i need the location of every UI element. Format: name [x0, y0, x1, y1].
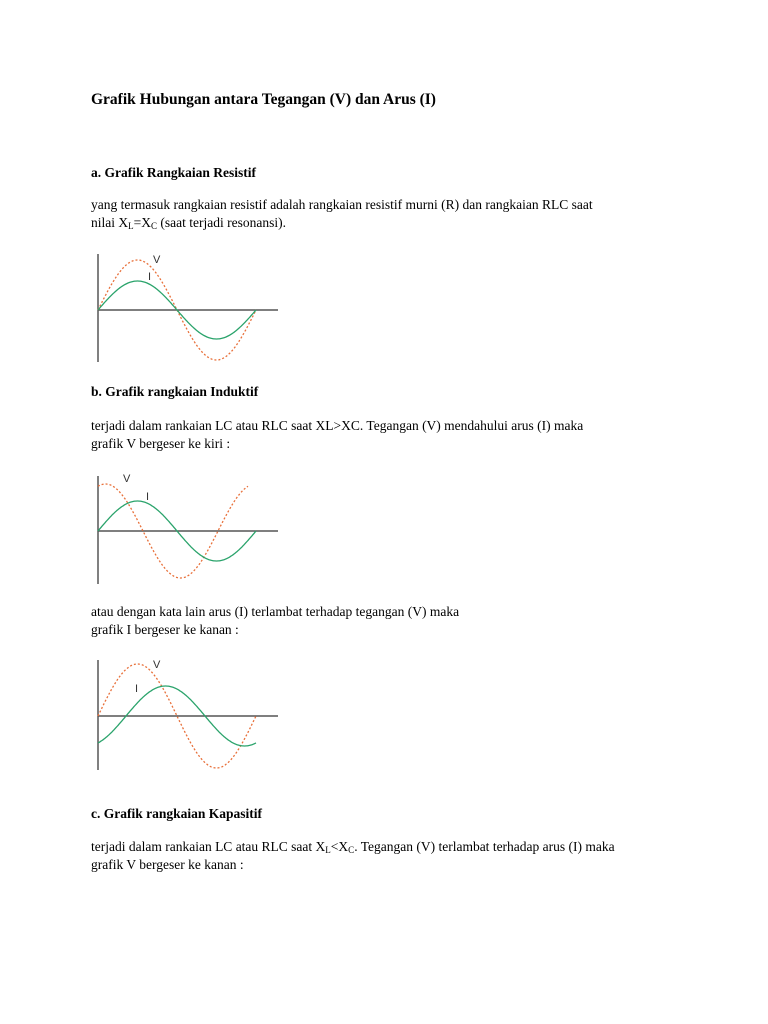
section-b-p1-line2: grafik V bergeser ke kiri : [91, 436, 231, 451]
section-c-paragraph [91, 838, 691, 874]
subscript-l: L [128, 221, 134, 231]
graph-resistive-svg [90, 250, 290, 366]
section-a-eq: =X [133, 215, 151, 230]
section-a-line2-post: (saat terjadi resonansi). [157, 215, 286, 230]
graph-inductive-i-lags [90, 656, 290, 772]
voltage-label: V [153, 254, 161, 266]
section-b-p2-line1: atau dengan kata lain arus (I) terlambat terhadap tegangan (V) maka [91, 604, 460, 619]
graph-inductive-2-svg [90, 656, 290, 772]
section-b-p2-line2: grafik I bergeser ke kanan : [91, 622, 239, 637]
voltage-label: V [123, 473, 131, 485]
section-b-heading: b. Grafik rangkaian Induktif [91, 384, 259, 399]
section-a-line1: yang termasuk rangkaian resistif adalah rangkaian resistif murni (R) dan rangkaian RLC saat [91, 197, 593, 212]
graph-inductive-v-leads [90, 472, 290, 588]
subscript-l: L [325, 845, 331, 855]
graph-inductive-1-svg [90, 472, 290, 588]
section-b-paragraph-1 [91, 417, 691, 453]
page-title: Grafik Hubungan antara Tegangan (V) dan Arus (I) [91, 91, 436, 108]
section-a-line2-pre: nilai X [91, 215, 129, 230]
subscript-c: C [151, 221, 158, 231]
current-label: I [135, 683, 139, 695]
section-c-heading: c. Grafik rangkaian Kapasitif [91, 806, 263, 821]
current-label: I [146, 491, 150, 503]
section-c-lt: <X [330, 839, 349, 854]
voltage-label: V [153, 659, 161, 671]
section-a-paragraph [91, 196, 691, 232]
section-b-paragraph-2 [91, 603, 691, 639]
section-c-line1-post: . Tegangan (V) terlambat terhadap arus (I) maka [354, 839, 615, 854]
section-c-line1-pre: terjadi dalam rankaian LC atau RLC saat X [91, 839, 326, 854]
graph-resistive [90, 250, 290, 366]
section-a-heading: a. Grafik Rangkaian Resistif [91, 165, 257, 180]
section-c-line2: grafik V bergeser ke kanan : [91, 857, 244, 872]
section-b-p1-line1: terjadi dalam rankaian LC atau RLC saat XL>XC. Tegangan (V) mendahului arus (I) maka [91, 418, 584, 433]
current-label: I [148, 271, 152, 283]
subscript-c: C [348, 845, 355, 855]
